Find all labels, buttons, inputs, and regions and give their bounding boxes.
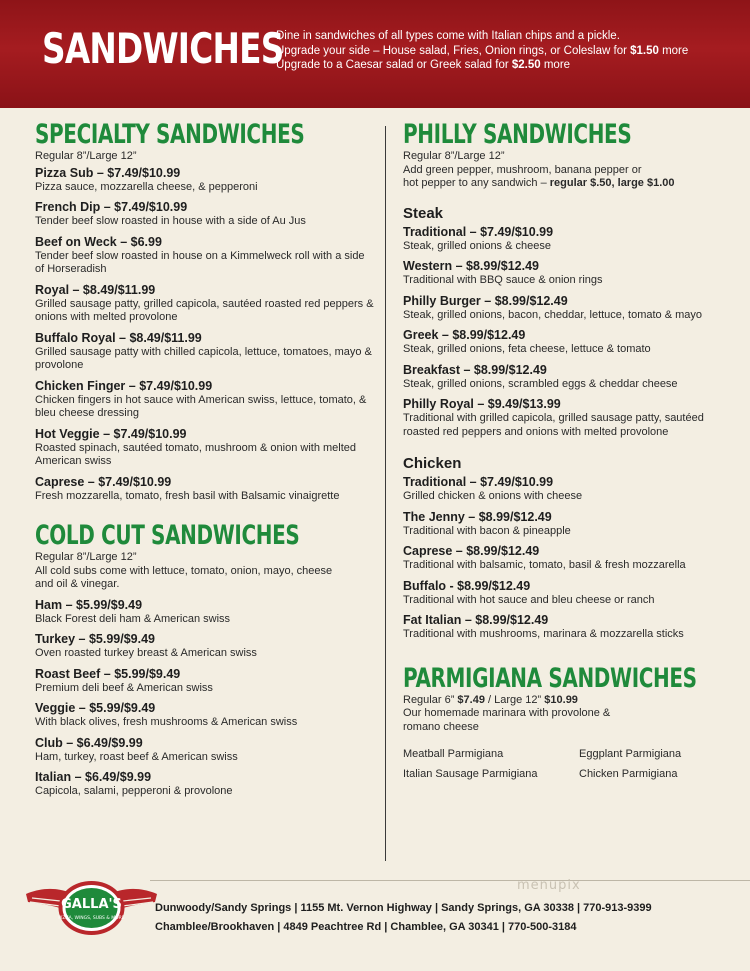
menu-item [403, 510, 733, 539]
header-line-2-end: more [658, 44, 689, 57]
menu-item-name: Buffalo Royal – $8.49/$11.99 [35, 330, 202, 345]
coldcut-list [35, 598, 375, 799]
parmigiana-list [403, 748, 733, 780]
philly-note-b [403, 177, 733, 191]
menu-item-description: Capicola, salami, pepperoni & provolone [35, 785, 233, 797]
parmigiana-item: Italian Sausage Parmigiana [403, 768, 538, 780]
side-upgrade-price: $1.50 [630, 44, 659, 57]
parmigiana-section [403, 664, 733, 781]
parmigiana-item: Meatball Parmigiana [403, 748, 504, 760]
menu-item [403, 225, 733, 254]
salad-upgrade-price: $2.50 [511, 59, 541, 71]
steak-list [403, 225, 733, 440]
philly-sizes: Regular 8”/Large 12” [403, 150, 505, 162]
menu-item-name: Caprese – $8.99/$12.49 [403, 544, 540, 558]
parmigiana-item: Chicken Parmigiana [579, 768, 678, 780]
menu-item-description: Traditional with mushrooms, marinara & mozzarella sticks [403, 628, 684, 640]
menu-item-name: Hot Veggie – $7.49/$10.99 [35, 426, 187, 441]
menu-item-name: Roast Beef – $5.99/$9.49 [35, 666, 181, 681]
menu-item [403, 544, 733, 573]
parmigiana-title: PARMIGIANA SANDWICHES [403, 662, 697, 694]
menu-item-name: Ham – $5.99/$9.49 [35, 597, 143, 612]
specialty-sizes: Regular 8”/Large 12” [35, 150, 137, 162]
menu-item-description: Steak, grilled onions, feta cheese, lettuce & tomato [403, 343, 651, 355]
menu-item-description: Tender beef slow roasted in house on a Kimmelweck roll with a side of Horseradish [35, 249, 365, 275]
philly-title: PHILLY SANDWICHES [403, 119, 632, 150]
menu-item-description: Steak, grilled onions, scrambled eggs & cheddar cheese [403, 377, 678, 390]
menu-item [403, 579, 733, 608]
philly-addon-price: regular $.50, large $1.00 [549, 177, 675, 189]
location-chamblee: Chamblee/Brookhaven | 4849 Peachtree Rd | Chamblee, GA 30341 | 770-500-3184 [155, 921, 577, 933]
coldcut-section [35, 521, 375, 799]
menu-item [35, 379, 375, 421]
menu-item-description: Traditional with hot sauce and bleu cheese or ranch [403, 593, 655, 606]
menu-item [35, 736, 375, 765]
menu-item [35, 283, 375, 325]
menu-item-description: Traditional with balsamic, tomato, basil & fresh mozzarella [403, 559, 686, 571]
menu-item [403, 328, 733, 357]
menu-item-description: Oven roasted turkey breast & American swiss [35, 647, 257, 659]
header-line-3-end: more [540, 59, 571, 71]
menu-item-description: Grilled chicken & onions with cheese [403, 490, 583, 502]
menu-item-description: Traditional with grilled capicola, grilled sausage patty, sautéed roasted red peppers and onions with melted provolone [403, 412, 704, 438]
menu-item-description: Chicken fingers in hot sauce with American swiss, lettuce, tomato, & bleu cheese dressing [35, 393, 367, 419]
chicken-list [403, 475, 733, 642]
menu-item [35, 200, 375, 229]
watermark: menupix [517, 878, 581, 893]
menu-item-description: Tender beef slow roasted in house with a side of Au Jus [35, 215, 306, 227]
parmigiana-size-a: Regular 6” [403, 693, 458, 706]
parmigiana-price-a: $7.49 [457, 693, 485, 706]
parmigiana-sizes [403, 694, 733, 708]
menu-item-name: Traditional – $7.49/$10.99 [403, 224, 554, 239]
menu-item-name: Beef on Weck – $6.99 [35, 234, 162, 249]
menu-item-description: Steak, grilled onions, bacon, cheddar, lettuce, tomato & mayo [403, 308, 703, 321]
menu-item-name: Philly Royal – $9.49/$13.99 [403, 397, 561, 411]
menu-item-name: Traditional – $7.49/$10.99 [403, 475, 554, 489]
menu-item-description: With black olives, fresh mushrooms & American swiss [35, 716, 298, 728]
menu-item-name: Club – $6.49/$9.99 [35, 735, 143, 750]
menu-item-name: Italian – $6.49/$9.99 [35, 770, 152, 784]
menu-item [35, 331, 375, 373]
menu-item-name: Breakfast – $8.99/$12.49 [403, 362, 547, 377]
menu-item-name: Western – $8.99/$12.49 [403, 259, 539, 273]
menu-item [403, 363, 733, 392]
menu-item-name: Turkey – $5.99/$9.49 [35, 632, 155, 646]
menu-item-description: Fresh mozzarella, tomato, fresh basil with Balsamic vinaigrette [35, 489, 340, 502]
coldcut-title: COLD CUT SANDWICHES [35, 520, 300, 551]
menu-item [403, 475, 733, 504]
menu-item [403, 397, 733, 439]
parmigiana-item: Eggplant Parmigiana [579, 748, 682, 760]
menu-item-description: Grilled sausage patty, grilled capicola, sautéed roasted red peppers & onions with melted provolone [35, 297, 374, 323]
menu-item-description: Premium deli beef & American swiss [35, 681, 213, 694]
menu-item [35, 701, 375, 730]
logo-text: GALLA'S [61, 897, 122, 912]
menu-item-name: Philly Burger – $8.99/$12.49 [403, 293, 568, 308]
header-banner [0, 0, 750, 108]
parmigiana-price-b: $10.99 [544, 693, 578, 706]
parmigiana-size-b: / Large 12” [484, 693, 545, 706]
menu-item [35, 667, 375, 696]
menu-item-description: Traditional with BBQ sauce & onion rings [403, 274, 603, 286]
galla-logo [24, 872, 159, 942]
menu-item-description: Steak, grilled onions & cheese [403, 239, 551, 252]
menu-item-description: Grilled sausage patty with chilled capicola, lettuce, tomatoes, mayo & provolone [35, 345, 372, 371]
menu-item-description: Ham, turkey, roast beef & American swiss [35, 750, 238, 763]
menu-item-name: Royal – $8.49/$11.99 [35, 282, 156, 297]
menu-item-name: Caprese – $7.49/$10.99 [35, 474, 172, 489]
header-line-2 [276, 44, 746, 59]
location-dunwoody: Dunwoody/Sandy Springs | 1155 Mt. Vernon Highway | Sandy Springs, GA 30338 | 770-913-9399 [155, 902, 652, 914]
footer-locations [155, 899, 745, 937]
specialty-section [35, 120, 375, 503]
specialty-list [35, 166, 375, 504]
logo-subtext: PIZZA, WINGS, SUBS & MORE [58, 916, 125, 921]
menu-item-name: The Jenny – $8.99/$12.49 [403, 509, 552, 524]
coldcut-note: All cold subs come with lettuce, tomato, onion, mayo, cheese and oil & vinegar. [35, 564, 333, 590]
menu-item-description: Pizza sauce, mozzarella cheese, & pepperoni [35, 180, 258, 193]
footer-rule [150, 880, 750, 881]
philly-section [403, 120, 733, 642]
chicken-heading: Chicken [403, 455, 462, 472]
menu-item [403, 259, 733, 288]
menu-item [35, 598, 375, 627]
menu-item-description: Black Forest deli ham & American swiss [35, 612, 231, 625]
header-line-3 [276, 58, 746, 73]
menu-item-name: Greek – $8.99/$12.49 [403, 328, 526, 342]
header-line-2-text: Upgrade your side – House salad, Fries, Onion rings, or Coleslaw for [276, 44, 631, 57]
menu-item [35, 632, 375, 661]
steak-heading: Steak [403, 204, 444, 222]
menu-item-name: French Dip – $7.49/$10.99 [35, 200, 188, 214]
menu-item [35, 166, 375, 195]
menu-item [35, 427, 375, 469]
philly-note-b-text: hot pepper to any sandwich – [403, 177, 550, 189]
menu-item [403, 613, 733, 642]
coldcut-sizes: Regular 8”/Large 12” [35, 551, 137, 563]
menu-item-name: Buffalo - $8.99/$12.49 [403, 578, 531, 593]
right-column [403, 120, 733, 780]
menu-item-description: Traditional with bacon & pineapple [403, 524, 571, 537]
menu-item-name: Chicken Finger – $7.49/$10.99 [35, 378, 213, 393]
menu-item [35, 235, 375, 277]
header-line-1: Dine in sandwiches of all types come with Italian chips and a pickle. [276, 30, 620, 42]
menu-item-name: Fat Italian – $8.99/$12.49 [403, 613, 549, 627]
parmigiana-note: Our homemade marinara with provolone & romano cheese [403, 707, 611, 733]
philly-note-a: Add green pepper, mushroom, banana pepper or [403, 163, 642, 176]
menu-item-description: Roasted spinach, sautéed tomato, mushroom & onion with melted American swiss [35, 441, 357, 467]
header-info [276, 29, 746, 73]
menu-item-name: Pizza Sub – $7.49/$10.99 [35, 165, 181, 180]
header-line-3-text: Upgrade to a Caesar salad or Greek salad for [276, 59, 512, 71]
specialty-title: SPECIALTY SANDWICHES [35, 119, 305, 150]
left-column [35, 120, 375, 799]
menu-item [35, 770, 375, 799]
column-divider [385, 126, 386, 861]
page-title: SANDWICHES [42, 24, 284, 73]
menu-item [403, 294, 733, 323]
menu-item-name: Veggie – $5.99/$9.49 [35, 701, 156, 715]
menu-item [35, 475, 375, 504]
